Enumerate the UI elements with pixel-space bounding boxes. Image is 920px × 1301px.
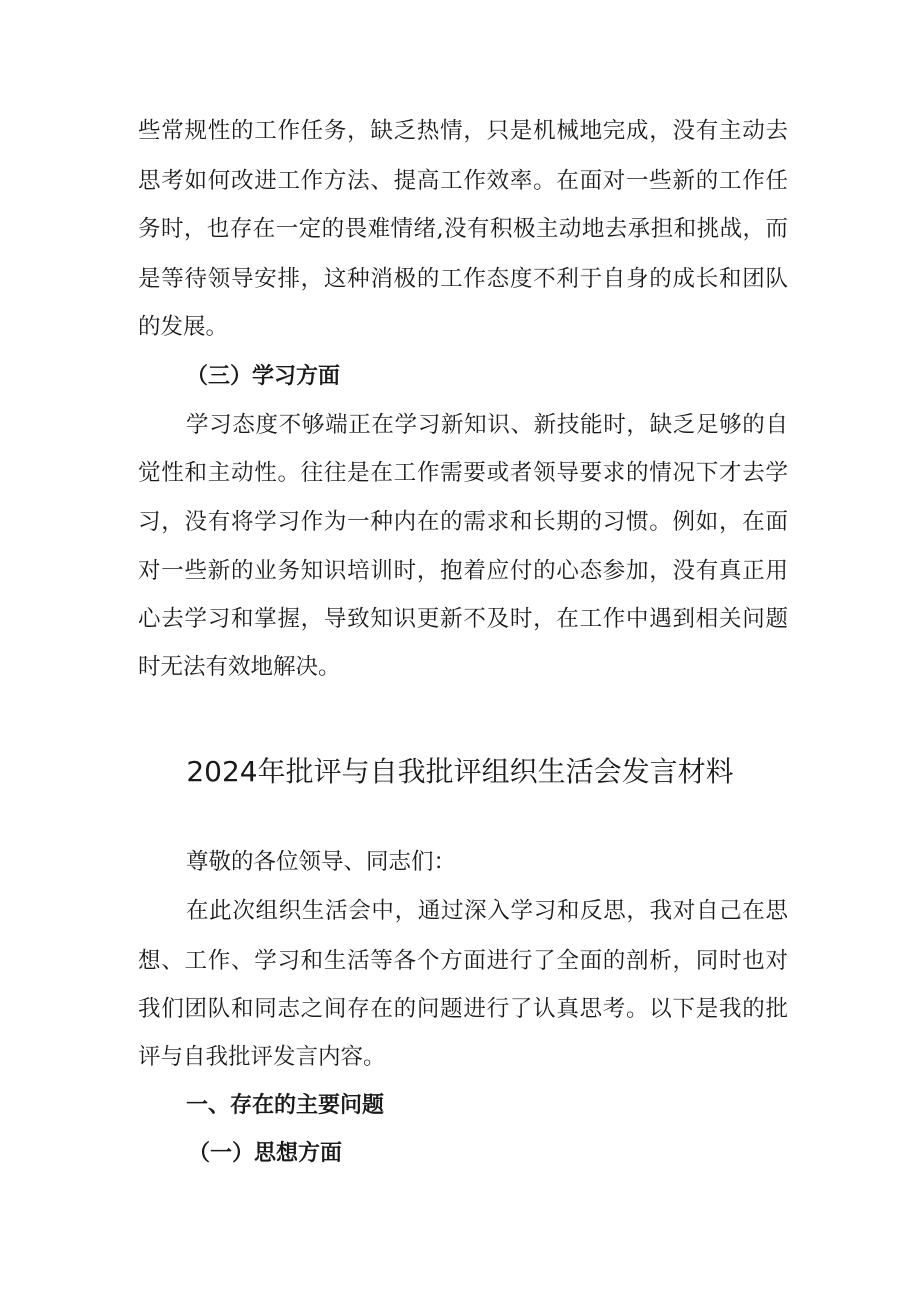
paragraph-line: 思考如何改进工作方法、提高工作效率。在面对一些新的工作任 bbox=[138, 168, 788, 194]
paragraph-line: 我们团队和同志之间存在的问题进行了认真思考。以下是我的批 bbox=[138, 996, 788, 1022]
paragraph-line: 的发展。 bbox=[138, 314, 229, 340]
paragraph-line: 些常规性的工作任务，缺乏热情，只是机械地完成，没有主动去 bbox=[138, 118, 788, 144]
paragraph-line: 务时，也存在一定的畏难情绪,没有积极主动地去承担和挑战，而 bbox=[138, 216, 788, 242]
paragraph-line: 心去学习和掌握，导致知识更新不及时，在工作中遇到相关问题 bbox=[138, 606, 788, 632]
document-title: 2024年批评与自我批评组织生活会发言材料 bbox=[186, 755, 734, 788]
paragraph-line: 评与自我批评发言内容。 bbox=[138, 1044, 386, 1070]
paragraph-line: 时无法有效地解决。 bbox=[138, 654, 341, 680]
section-heading-problems: 一、存在的主要问题 bbox=[186, 1092, 385, 1118]
paragraph-line: 对一些新的业务知识培训时，抱着应付的心态参加，没有真正用 bbox=[138, 558, 788, 584]
paragraph-line: 学习态度不够端正在学习新知识、新技能时，缺乏足够的自 bbox=[186, 412, 788, 438]
paragraph-line: 觉性和主动性。往往是在工作需要或者领导要求的情况下才去学 bbox=[138, 460, 788, 486]
subsection-heading-thought: （一）思想方面 bbox=[188, 1140, 343, 1166]
paragraph-line: 在此次组织生活会中，通过深入学习和反思，我对自己在思 bbox=[186, 898, 788, 924]
paragraph-line: 想、工作、学习和生活等各个方面进行了全面的剖析，同时也对 bbox=[138, 948, 788, 974]
section-heading-study: （三）学习方面 bbox=[186, 363, 341, 389]
paragraph-line: 习，没有将学习作为一种内在的需求和长期的习惯。例如，在面 bbox=[138, 509, 788, 535]
salutation: 尊敬的各位领导、同志们： bbox=[186, 849, 457, 875]
paragraph-line: 是等待领导安排，这种消极的工作态度不利于自身的成长和团队 bbox=[138, 266, 788, 292]
